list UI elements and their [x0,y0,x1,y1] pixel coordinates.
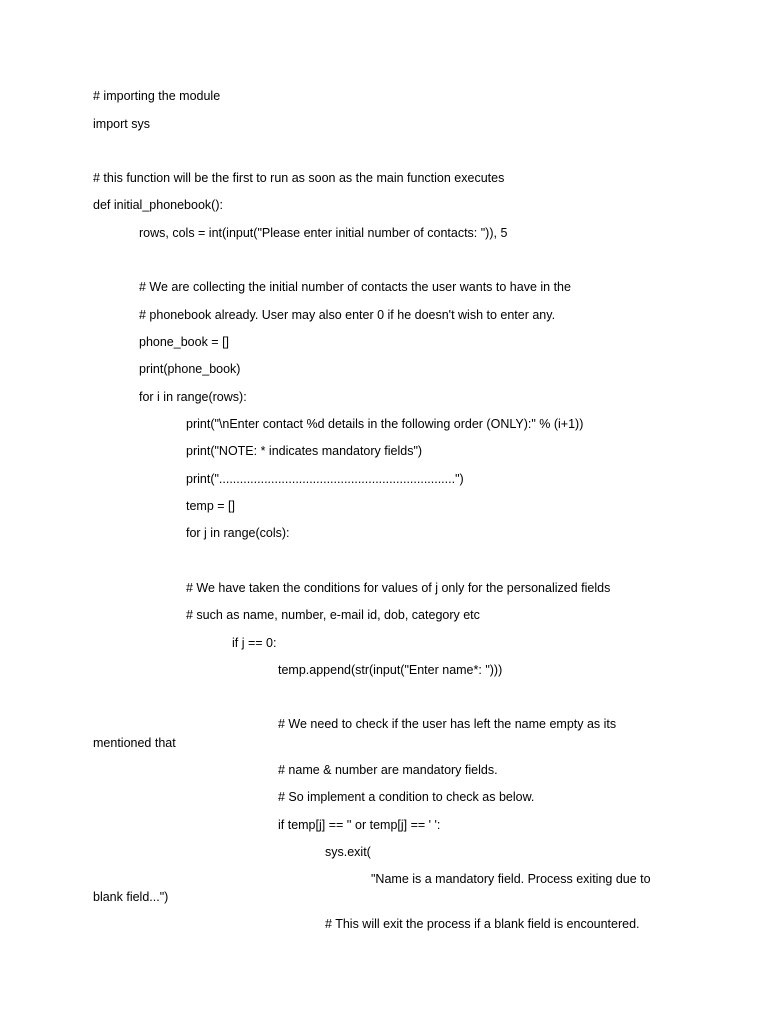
code-line-9: print(phone_book) [139,362,241,376]
code-line-4: def initial_phonebook(): [93,198,223,212]
code-line-11: print("\nEnter contact %d details in the following order (ONLY):" % (i+1)) [186,417,584,431]
code-line-25: "Name is a mandatory field. Process exiting due to [371,872,651,886]
code-line-1: # importing the module [93,89,221,103]
code-line-12: print("NOTE: * indicates mandatory fields") [186,444,423,458]
code-line-10: for i in range(rows): [139,390,247,404]
code-line-8: phone_book = [] [139,335,230,349]
code-line-15: for j in range(cols): [186,526,290,540]
code-line-25-continued: blank field...") [93,890,169,904]
code-line-22: # So implement a condition to check as below. [278,790,535,804]
code-line-23: if temp[j] == '' or temp[j] == ' ': [278,818,441,832]
code-line-21: # name & number are mandatory fields. [278,763,498,777]
code-line-6: # We are collecting the initial number of contacts the user wants to have in the [139,280,571,294]
code-line-20-continued: mentioned that [93,736,176,750]
code-line-18: if j == 0: [232,636,277,650]
code-line-24: sys.exit( [325,845,371,859]
code-line-19: temp.append(str(input("Enter name*: "))) [278,663,503,677]
code-line-26: # This will exit the process if a blank field is encountered. [325,917,640,931]
code-line-7: # phonebook already. User may also enter 0 if he doesn't wish to enter any. [139,308,556,322]
code-line-5: rows, cols = int(input("Please enter initial number of contacts: ")), 5 [139,226,508,240]
code-line-17: # such as name, number, e-mail id, dob, category etc [186,608,480,622]
code-line-13: print("....................................................................") [186,472,464,486]
code-line-20: # We need to check if the user has left the name empty as its [278,717,617,731]
code-line-14: temp = [] [186,499,235,513]
code-line-16: # We have taken the conditions for values of j only for the personalized fields [186,581,611,595]
code-line-2: import sys [93,117,150,131]
code-line-3: # this function will be the first to run as soon as the main function executes [93,171,505,185]
